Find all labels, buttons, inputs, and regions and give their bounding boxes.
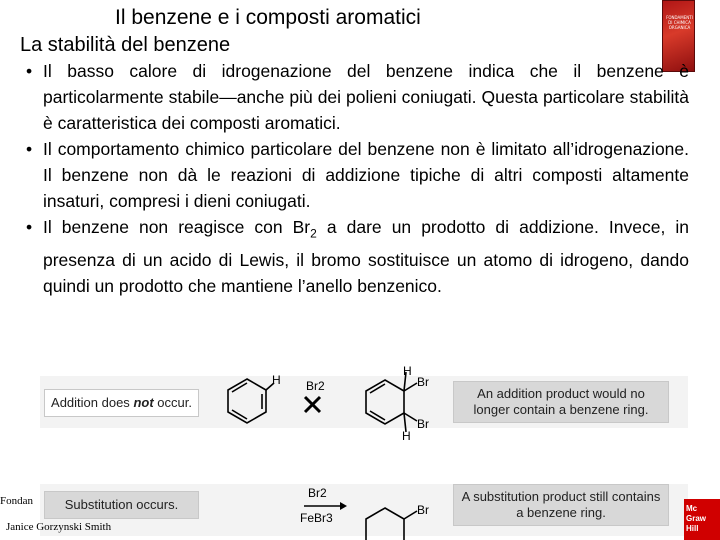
footer-text: Fondan: [0, 495, 33, 507]
addition-product-ring: [366, 372, 417, 432]
atom-h-label: H: [402, 429, 411, 443]
catalyst-label: FeBr3: [300, 511, 333, 525]
bullet-item: • Il basso calore di idrogenazione del benzene indica che il benzene è particolarmente stabile—anche più dei polieni coniugati. Questa particolare stabilità è caratteristica dei composti aromatici.: [26, 58, 689, 136]
footer-author: Janice Gorzynski Smith: [6, 521, 112, 533]
reagent-label: Br2: [308, 486, 327, 500]
bullet-item-br2: • Il benzene non reagisce con $Br_2$ a dare un prodotto di addizione. Invece, in presenza di un acido di Lewis, il bromo sostituisce un atomo di idrogeno, dando quindi un prodotto che mantiene l’anello benzenico.: [26, 214, 689, 299]
benzene-ring: [228, 379, 274, 423]
atom-h-label: H: [272, 373, 281, 387]
addition-scheme: [210, 366, 446, 444]
atom-br-label: Br: [417, 375, 429, 389]
addition-explanation: An addition product would no longer contain a benzene ring.: [453, 381, 669, 423]
addition-label: Addition does not occur.: [44, 389, 199, 417]
logo-text-hill: Hill: [686, 524, 699, 533]
substitution-product-ring: [366, 508, 417, 540]
bullet-item: • Il comportamento chimico particolare del benzene non è limitato all’idrogenazione. Il benzene non dà le reazioni di addizione tipiche di altri composti altamente insaturi, compresi i dieni coniugati.: [26, 136, 689, 214]
substitution-explanation: A substitution product still contains a benzene ring.: [453, 484, 669, 526]
no-reaction-cross: [305, 397, 320, 412]
slide-subtitle: La stabilità del benzene: [20, 34, 231, 56]
atom-br-label: Br: [417, 417, 429, 431]
publisher-logo: [684, 499, 720, 540]
book-cover-text: FONDAMENTI DI CHIMICA ORGANICA: [666, 15, 693, 30]
substitution-scheme: [210, 470, 446, 540]
slide-title: Il benzene e i composti aromatici: [115, 6, 421, 29]
atom-h-label: H: [403, 366, 412, 378]
arrow-head: [340, 502, 347, 510]
substitution-label: Substitution occurs.: [44, 491, 199, 519]
bullet-list: [26, 58, 689, 299]
reagent-label: Br2: [306, 379, 325, 393]
logo-text-mc: Mc: [686, 504, 698, 513]
logo-text-graw: Graw: [686, 514, 707, 523]
atom-br-label: Br: [417, 503, 429, 517]
